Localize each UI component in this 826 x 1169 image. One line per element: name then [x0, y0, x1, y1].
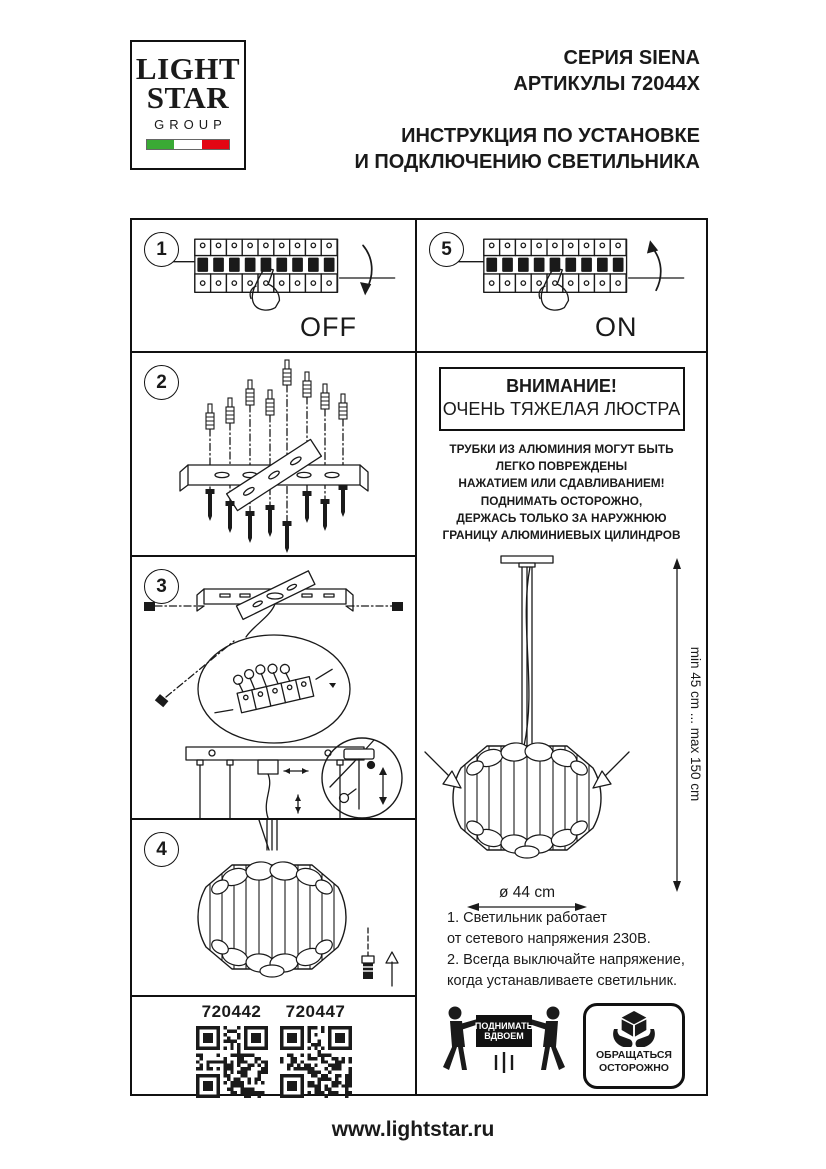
warning-title: ВНИМАНИЕ!: [506, 376, 617, 396]
step5-cell: [417, 220, 706, 351]
breaker-panel-on-diagram: [453, 225, 688, 329]
article-number-720442: 720442: [201, 1002, 262, 1021]
step4-number-badge: 4: [144, 832, 179, 867]
arrow-up-icon: [386, 952, 398, 986]
off-label: OFF: [300, 312, 357, 342]
diameter-dimension-arrow: [467, 884, 587, 911]
logo-word-light: LIGHT: [135, 51, 241, 86]
height-dimension-arrow: [673, 558, 703, 892]
series-title: СЕРИЯ SIENA: [563, 47, 700, 69]
instruction-grid: [130, 218, 708, 1096]
note-line: когда устанавливаете светильник.: [447, 973, 678, 990]
warning-line: НАЖАТИЕМ ИЛИ СДАВЛИВАНИЕМ!: [458, 476, 665, 491]
diameter-label: ø 44 cm: [499, 884, 555, 902]
warning-line: ДЕРЖАСЬ ТОЛЬКО ЗА НАРУЖНЮЮ: [456, 510, 667, 525]
logo-word-star: STAR: [146, 79, 230, 115]
articles-title: АРТИКУЛЫ 72044X: [513, 73, 700, 96]
on-label: ON: [595, 312, 638, 342]
lift-sign: [476, 1015, 532, 1047]
step2-number-badge: 2: [144, 365, 179, 400]
warning-line: ГРАНИЦУ АЛЮМИНИЕВЫХ ЦИЛИНДРОВ: [442, 528, 681, 543]
two-person-lift-icon: [439, 1000, 569, 1092]
lift-sign-line1: ПОДНИМАТЬ: [474, 1020, 534, 1031]
qr-block-right: [280, 1002, 352, 1098]
warning-subtitle: ОЧЕНЬ ТЯЖЕЛАЯ ЛЮСТРА: [442, 399, 681, 419]
warning-and-dimensions-cell: [417, 353, 706, 1094]
note-line: 2. Всегда выключайте напряжение,: [447, 952, 685, 969]
warning-line: ПОДНИМАТЬ ОСТОРОЖНО,: [480, 493, 643, 508]
instruction-title-line2: И ПОДКЛЮЧЕНИЮ СВЕТИЛЬНИКА: [354, 151, 700, 174]
step2-cell: [132, 353, 415, 555]
header-title-block: [354, 45, 700, 176]
warning-line: ТРУБКИ ИЗ АЛЮМИНИЯ МОГУТ БЫТЬ: [449, 442, 674, 456]
step3-number-badge: 3: [144, 569, 179, 604]
step4-cell: [132, 820, 415, 995]
pendant-lamp-dimension-diagram: [417, 546, 706, 906]
step1-cell: [132, 220, 415, 351]
lift-sign-line2: ВДВОЕМ: [484, 1031, 524, 1042]
warning-box: [439, 367, 685, 431]
note-line: от сетевого напряжения 230В.: [447, 931, 651, 948]
article-number-720447: 720447: [285, 1002, 346, 1021]
qr-block-left: [196, 1002, 268, 1098]
qr-code-icon: [196, 1026, 268, 1098]
qr-code-icon: [280, 1026, 352, 1098]
handle-care-line2: ОСТОРОЖНО: [599, 1061, 669, 1074]
breaker-modules: [195, 239, 337, 292]
step3-cell: [132, 557, 415, 818]
lightstar-logo: [130, 40, 246, 170]
warning-body: [417, 441, 706, 544]
terminal-block: [207, 649, 337, 718]
handle-with-care-icon: [583, 1003, 685, 1089]
arrow-down-icon: [360, 245, 372, 295]
handle-care-line1: ОБРАЩАТЬСЯ: [596, 1049, 672, 1062]
website-url: www.lightstar.ru: [331, 1118, 495, 1141]
notes-block: [447, 908, 706, 992]
step5-number-badge: 5: [429, 232, 464, 267]
height-range-label: min 45 cm ... max 150 cm: [688, 647, 703, 802]
warning-line: ЛЕГКО ПОВРЕЖДЕНЫ: [495, 459, 628, 474]
arrow-up-icon: [647, 240, 661, 290]
qr-cell: [132, 997, 415, 1094]
instruction-title-line1: ИНСТРУКЦИЯ ПО УСТАНОВКЕ: [401, 124, 700, 147]
step1-number-badge: 1: [144, 232, 179, 267]
cable-gripper-detail: [340, 749, 384, 809]
italian-flag-icon: [146, 139, 230, 150]
breaker-panel-off-diagram: [164, 225, 399, 329]
logo-word-group: GROUP: [154, 116, 227, 132]
safety-icons-row: [439, 1000, 706, 1092]
note-line: 1. Светильник работает: [447, 910, 607, 927]
